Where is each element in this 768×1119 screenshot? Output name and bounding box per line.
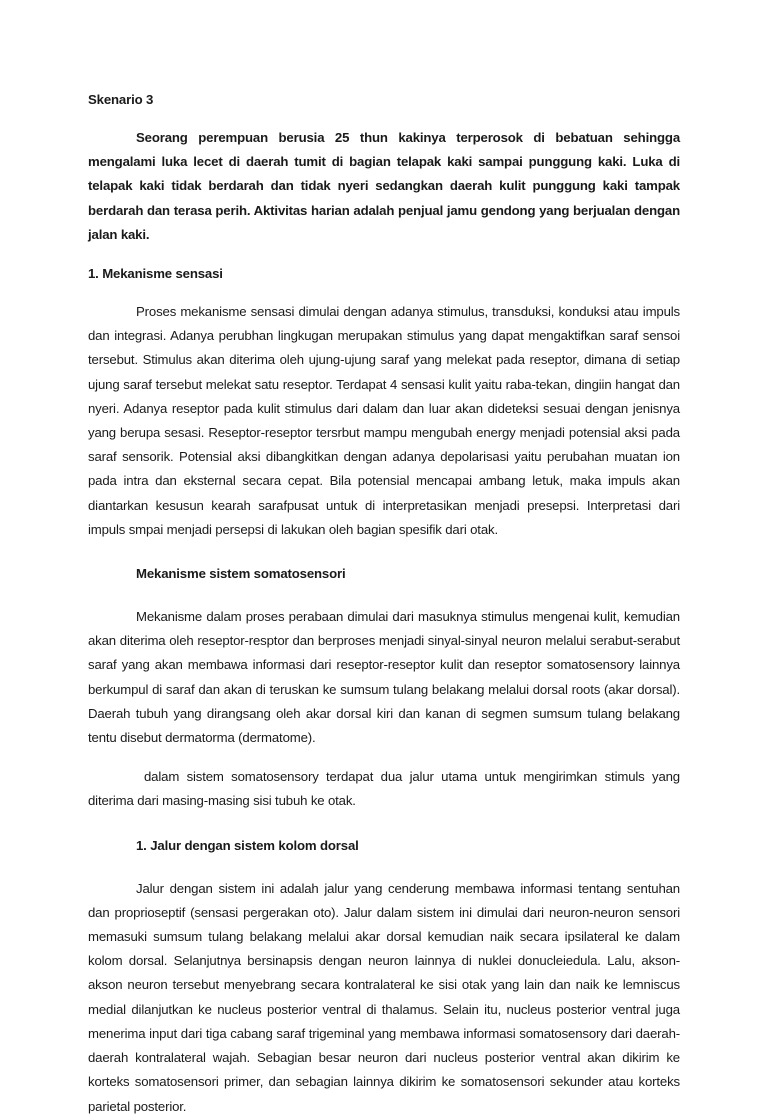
spacer [88, 825, 680, 834]
scenario-heading: Skenario 3 [88, 92, 154, 107]
jalur-utama-paragraph: dalam sistem somatosensory terdapat dua jalur utama untuk mengirimkan stimuls yang diterima dari masing-masing sisi tubuh ke otak. [88, 769, 680, 809]
somatosensori-paragraph: Mekanisme dalam proses perabaan dimulai dari masuknya stimulus mengenai kulit, kemudian akan diterima oleh reseptor-resptor dan berproses menjadi sinyal-sinyal neuron melalui serabut-serabut saraf yang akan membawa informasi dari reseptor-reseptor kulit dan reseptor somatosensory lainnya berkumpul di saraf dan akan di teruskan ke sumsum tulang belakang melalui dorsal roots (akar dorsal). Daerah tubuh yang dirangsang oleh akar dorsal kiri dan kanan di segmen sumsum tulang belakang tentu disebut dermatorma (dermatome). [88, 609, 680, 746]
somatosensori-heading: Mekanisme sistem somatosensori [136, 566, 346, 582]
kolom-dorsal-heading: 1. Jalur dengan sistem kolom dorsal [136, 837, 359, 853]
section-1-heading: 1. Mekanisme sensasi [88, 266, 223, 282]
spacer [88, 596, 680, 605]
sensasi-paragraph: Proses mekanisme sensasi dimulai dengan adanya stimulus, transduksi, konduksi atau impuls dan integrasi. Adanya perubhan lingkugan merupakan stimulus yang dapat mengaktifkan saraf sensoi tersebut. Stimulus akan diterima oleh ujung-ujung saraf yang melekat pada reseptor, dimana di setiap ujung saraf tersebut melekat satu reseptor. Terdapat 4 sensasi kulit yaitu raba-tekan, dingiin hangat dan nyeri. Adanya reseptor pada kulit stimulus dari dalam dan luar akan dideteksi sesuai dengan jenisnya yang berupa sesasi. Reseptor-reseptor tersrbut mampu mengubah energy menjadi potensial aksi pada saraf sensorik. Potensial aksi dibangkitkan dengan adanya depolarisasi yaitu perubahan muatan ion pada intra dan eksternal secara cepat. Bila potensial mencapai ambang letuk, maka impuls akan diantarkan kesusun kearah sarafpusat untuk di interpretasikan menjadi presepsi. Interpretasi dari impuls smpai menjadi persepsi di lakukan oleh bagian spesifik dari otak. [88, 304, 680, 537]
spacer [88, 553, 680, 562]
scenario-paragraph: Seorang perempuan berusia 25 thun kakinya terperosok di bebatuan sehingga mengalami luka lecet di daerah tumit di bagian telapak kaki sampai punggung kaki. Luka di telapak kaki tidak berdarah dan tidak nyeri sedangkan daerah kulit punggung kaki tampak berdarah dan terasa perih. Aktivitas harian adalah penjual jamu gendong yang berjualan dengan jalan kaki. [88, 130, 680, 242]
spacer [88, 868, 680, 877]
document-body [88, 88, 680, 1119]
kolom-dorsal-paragraph: Jalur dengan sistem ini adalah jalur yang cenderung membawa informasi tentang sentuhan dan proprioseptif (sensasi pergerakan oto). Jalur dalam sistem ini dimulai dari neuron-neuron sensori memasuki sumsum tulang belakang melalui akar dorsal kemudian naik secara ipsilateral ke dalam kolom dorsal. Selanjutnya bersinapsis dengan neuron lainnya di nuklei donucleiedula. Lalu, akson-akson neuron tersebut menyebrang secara kontralateral ke sisi otak yang lain dan naik ke lemniscus medial dilanjutkan ke nucleus posterior ventral di thalamus. Selain itu, nucleus posterior ventral juga menerima input dari tiga cabang saraf trigeminal yang membawa informasi somatosensory dari daerah-daerah kontralateral wajah. Sebagian besar neuron dari nucleus posterior ventral akan dikirim ke korteks somatosensori primer, dan sebagian lainnya dikirim ke somatosensori sekunder atau korteks parietal posterior. [88, 880, 680, 1114]
